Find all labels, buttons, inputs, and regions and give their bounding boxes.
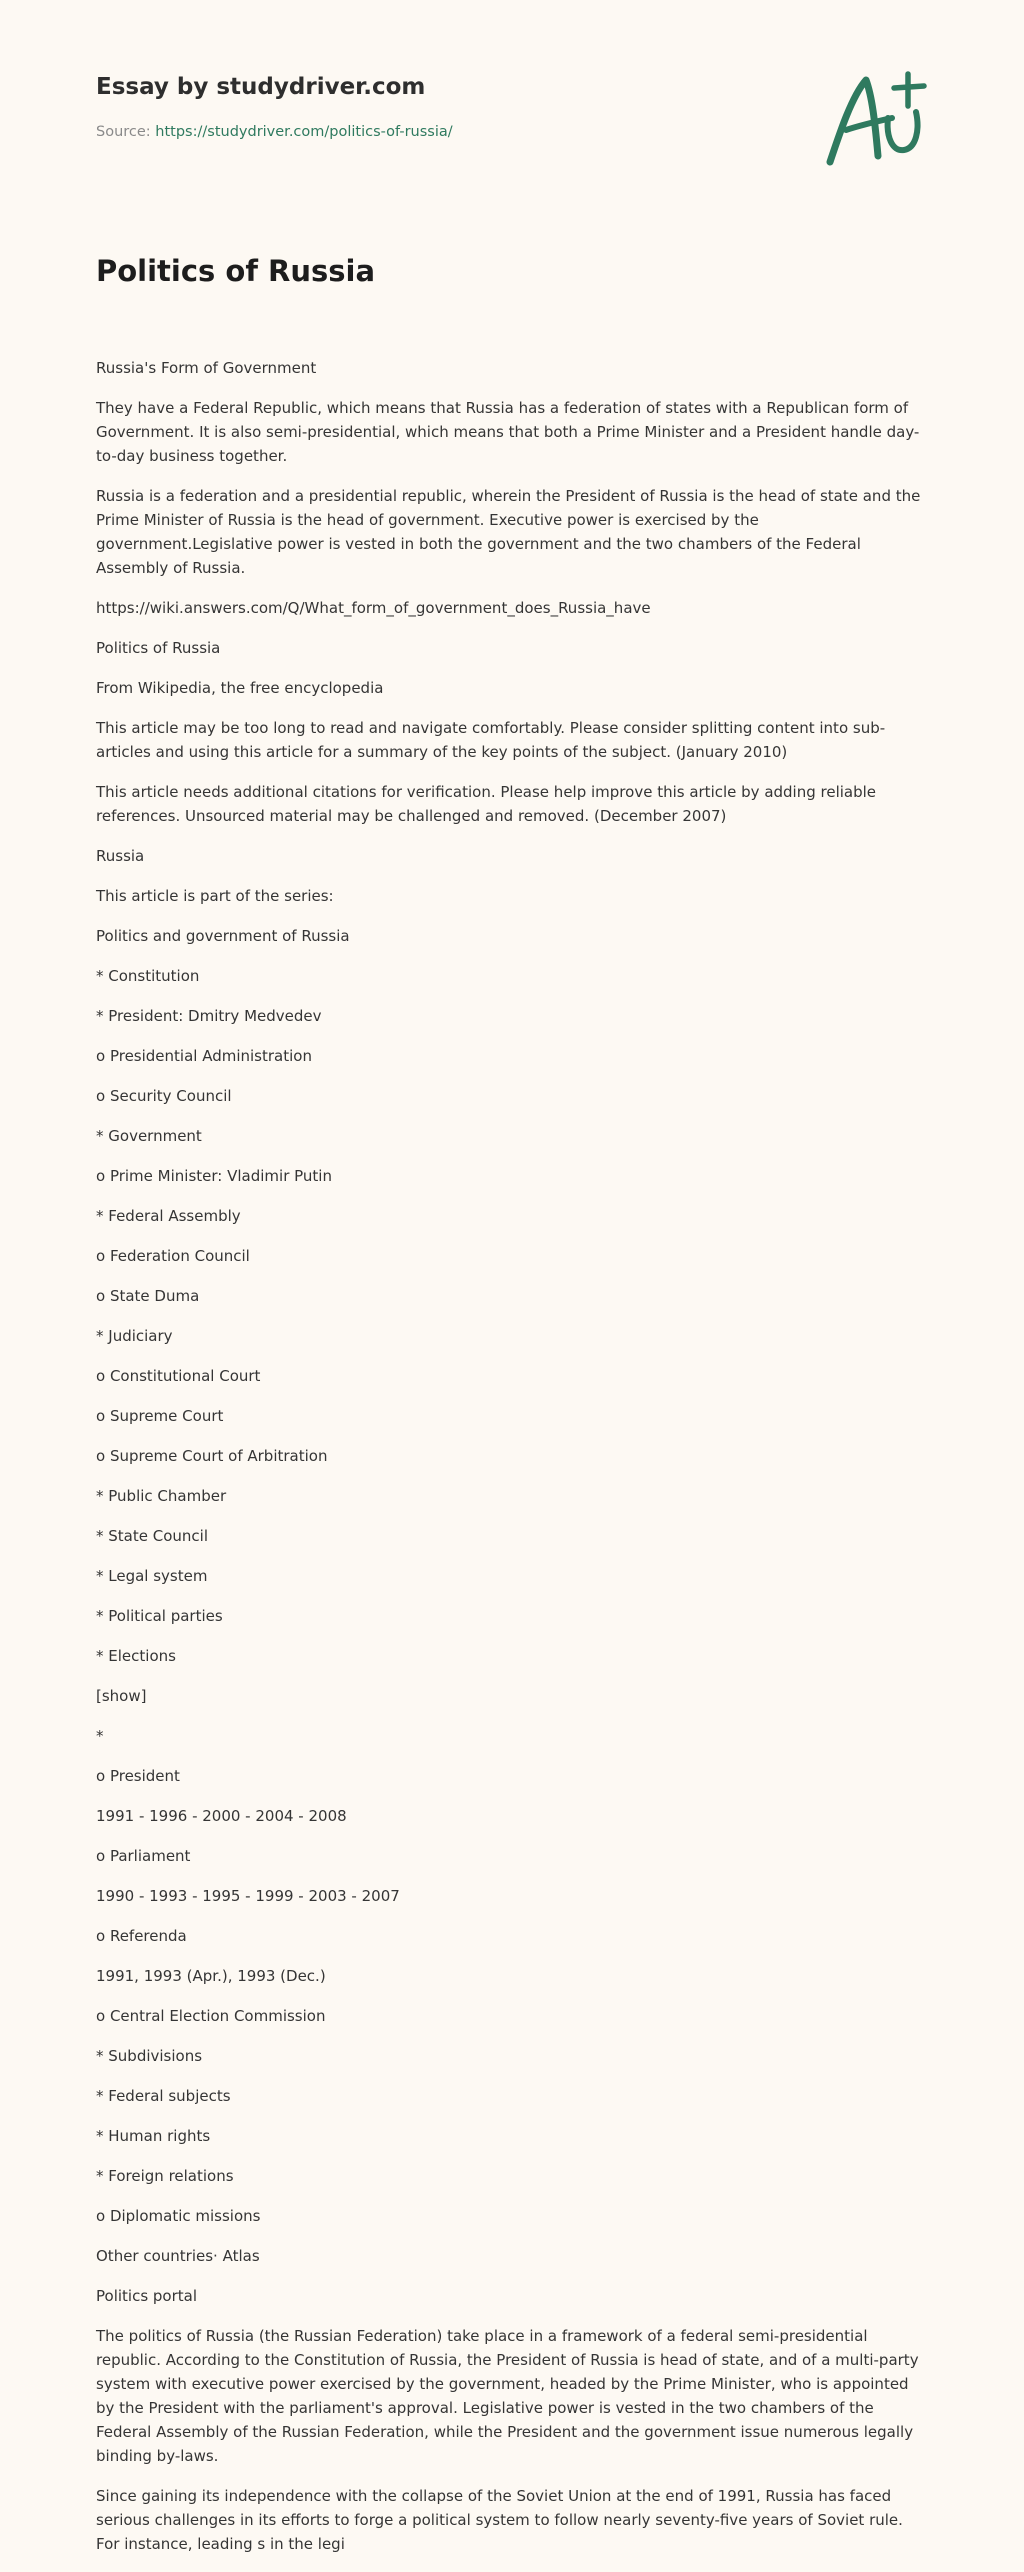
paragraph: Politics of Russia <box>96 639 221 657</box>
paragraph: This article needs additional citations for verification. Please help improve this article by adding reliable references. Unsourced material may be challenged and removed. (December 2007) <box>96 783 877 825</box>
list-item: * Constitution <box>96 967 200 985</box>
list-item: o Constitutional Court <box>96 1367 261 1385</box>
list-item: * Judiciary <box>96 1327 173 1345</box>
paragraph: Since gaining its independence with the collapse of the Soviet Union at the end of 1991, Russia has faced serious challenges in its efforts to forge a political system to follow nearly seventy-five years of Soviet rule. For instance, leading s in the legi <box>96 2487 903 2553</box>
paragraph: https://wiki.answers.com/Q/What_form_of_government_does_Russia_have <box>96 599 651 617</box>
paragraph: Russia is a federation and a presidential republic, wherein the President of Russia is the head of state and the Prime Minister of Russia is the head of government. Executive power is exercised by the government.Legislative power is vested in both the government and the two chambers of the Federal Assembly of Russia. <box>96 487 921 577</box>
list-item: o Presidential Administration <box>96 1047 312 1065</box>
list-item: * <box>96 1727 104 1745</box>
source-line <box>96 124 453 140</box>
list-item: o Supreme Court of Arbitration <box>96 1447 328 1465</box>
list-item: Politics portal <box>96 2287 198 2305</box>
list-item: 1991 - 1996 - 2000 - 2004 - 2008 <box>96 1807 347 1825</box>
paragraph: This article may be too long to read and navigate comfortably. Please consider splitting content into sub-articles and using this article for a summary of the key points of the subject. (January 2010) <box>96 719 886 761</box>
list-item: o Federation Council <box>96 1247 250 1265</box>
list-item: o Diplomatic missions <box>96 2207 261 2225</box>
list-item: o Security Council <box>96 1087 232 1105</box>
list-item: * Human rights <box>96 2127 211 2145</box>
list-item: * Political parties <box>96 1607 223 1625</box>
list-item: o President <box>96 1767 180 1785</box>
list-item: o State Duma <box>96 1287 200 1305</box>
list-item: * Legal system <box>96 1567 208 1585</box>
list-item: * President: Dmitry Medvedev <box>96 1007 322 1025</box>
source-label: Source: <box>96 124 156 140</box>
list-item: * Government <box>96 1127 202 1145</box>
paragraph: Politics and government of Russia <box>96 927 350 945</box>
list-item: o Central Election Commission <box>96 2007 326 2025</box>
list-item: o Parliament <box>96 1847 191 1865</box>
brand-title: Essay by studydriver.com <box>96 74 426 100</box>
paragraph: They have a Federal Republic, which means that Russia has a federation of states with a Republican form of Government. It is also semi-presidential, which means that both a Prime Minister and a President handle day-to-day business together. <box>96 399 920 465</box>
paragraph: From Wikipedia, the free encyclopedia <box>96 679 384 697</box>
list-item: * Subdivisions <box>96 2047 203 2065</box>
source-link[interactable]: https://studydriver.com/politics-of-russia/ <box>155 124 453 140</box>
list-item: * Federal Assembly <box>96 1207 241 1225</box>
paragraph: Russia's Form of Government <box>96 359 317 377</box>
list-item: o Prime Minister: Vladimir Putin <box>96 1167 332 1185</box>
list-item: * Foreign relations <box>96 2167 234 2185</box>
list-item: o Supreme Court <box>96 1407 224 1425</box>
a-plus-icon <box>822 66 932 172</box>
list-item: [show] <box>96 1687 147 1705</box>
list-item: 1991, 1993 (Apr.), 1993 (Dec.) <box>96 1967 326 1985</box>
document-title: Politics of Russia <box>96 254 376 288</box>
list-item: Other countries· Atlas <box>96 2247 260 2265</box>
list-item: * Federal subjects <box>96 2087 231 2105</box>
list-item: * Elections <box>96 1647 176 1665</box>
list-item: * Public Chamber <box>96 1487 227 1505</box>
essay-body <box>96 356 928 2572</box>
paragraph: This article is part of the series: <box>96 887 334 905</box>
paragraph: The politics of Russia (the Russian Federation) take place in a framework of a federal semi-presidential republic. According to the Constitution of Russia, the President of Russia is head of state, and of a multi-party system with executive power exercised by the government, headed by the Prime Minister, who is appointed by the President with the parliament's approval. Legislative power is vested in the two chambers of the Federal Assembly of the Russian Federation, while the President and the government issue numerous legally binding by-laws. <box>96 2327 919 2465</box>
list-item: 1990 - 1993 - 1995 - 1999 - 2003 - 2007 <box>96 1887 400 1905</box>
list-item: * State Council <box>96 1527 208 1545</box>
paragraph: Russia <box>96 847 145 865</box>
list-item: o Referenda <box>96 1927 187 1945</box>
